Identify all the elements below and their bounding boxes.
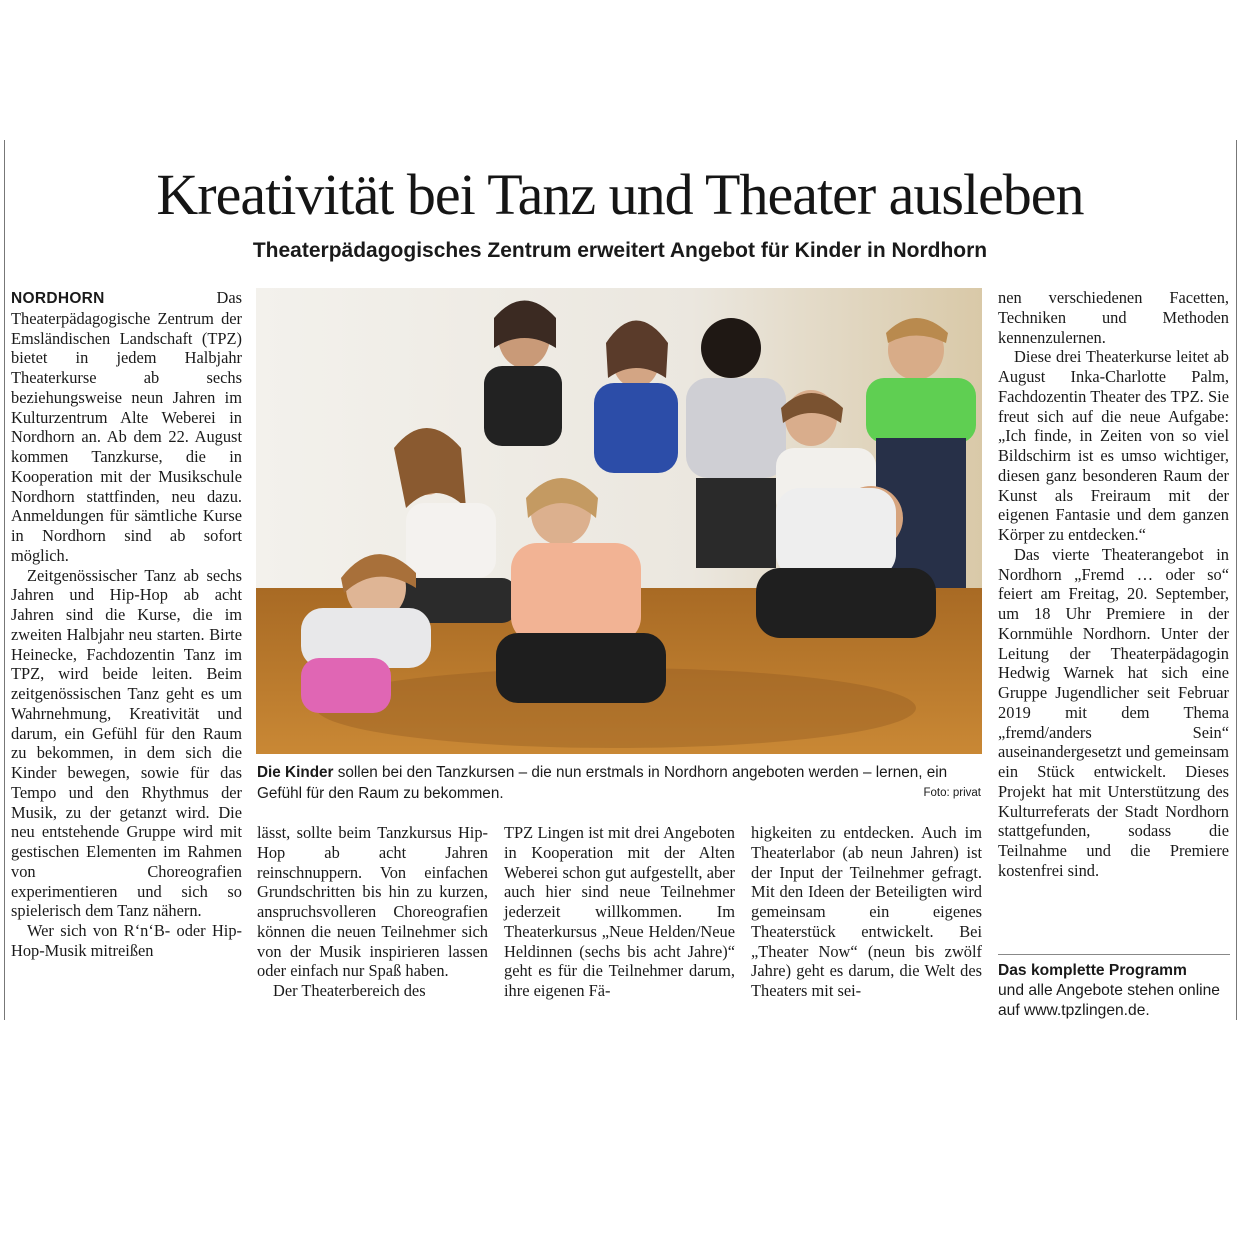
col5-paragraph-2: Diese drei Theaterkurse leitet ab August Inka-Charlotte Palm, Fachdozentin Theater des TPZ. Sie freut sich auf die neue Aufgabe: „Ich finde, in Zeiten von so viel Bildschirm ist es umso wichtiger, diesen ganz besonderen Raum der Kunst als Freiraum mit der eigenen Fantasie und dem ganzen Körper zu entdecken.“ — [998, 347, 1229, 544]
dance-class-photo-illustration — [256, 288, 982, 754]
article-column-2 — [257, 823, 488, 1001]
col4-paragraph-1: higkeiten zu entdecken. Auch im Theaterlabor (ab neun Jahren) ist der Input der Teilnehmer gefragt. Mit den Ideen der Beteiligten wird gemeinsam ein eigenes Theaterstück entwickelt. Bei „Theater Now“ (neun bis zwölf Jahre) geht es darum, die Welt des Theaters mit sei- — [751, 823, 982, 1000]
col5-paragraph-1: nen verschiedenen Facetten, Techniken und Methoden kennenzulernen. — [998, 288, 1229, 347]
caption-lead: Die Kinder — [257, 764, 334, 781]
col3-paragraph-1: TPZ Lingen ist mit drei Angeboten in Kooperation mit der Alten Weberei schon gut aufgestellt, aber auch hier sind neue Teilnehmer jederzeit willkommen. Im Theaterkursus „Neue Helden/Neue Heldinnen (sechs bis acht Jahre)“ geht es für die Teilnehmer darum, ihre eigenen Fä- — [504, 823, 735, 1000]
col1-paragraph-1: Das Theaterpädagogische Zentrum der Emsländischen Landschaft (TPZ) bietet in jedem Halbjahr Theaterkurse ab sechs beziehungsweise neun Jahren im Kulturzentrum Alte Weberei in Nordhorn an. Ab dem 22. August kommen Tanzkurse, die in Kooperation mit der Musikschule Nordhorn stattfinden, neu dazu. Anmeldungen für sämtliche Kurse in Nordhorn sind ab sofort möglich. — [11, 288, 242, 565]
col5-paragraph-3: Das vierte Theaterangebot in Nordhorn „Fremd … oder so“ feiert am Freitag, 20. September, um 18 Uhr Premiere in der Kornmühle Nordhorn. Unter der Leitung der Theaterpädagogin Hedwig Warnek hat sich eine Gruppe Jugendlicher seit Februar 2019 mit dem Thema „fremd/anders Sein“ auseinandergesetzt und gemeinsam ein Stück entwickelt. Dieses Projekt hat mit Unterstützung des Kulturreferats der Stadt Nordhorn stattgefunden, sodass die Teilnahme und die Premiere kostenfrei sind. — [998, 544, 1229, 880]
col1-paragraph-3: Wer sich von R‘n‘B- oder Hip-Hop-Musik mitreißen — [11, 921, 242, 960]
left-frame-rule — [4, 140, 5, 1020]
caption-text: sollen bei den Tanzkursen – die nun erstmals in Nordhorn angeboten werden – lernen, ein Gefühl für den Raum zu bekommen. — [257, 764, 948, 802]
col2-paragraph-1: lässt, sollte beim Tanzkursus Hip-Hop ab acht Jahren reinschnuppern. Von einfachen Grundschritten bis hin zu kurzen, anspruchsvolleren Choreografien können die neuen Teilnehmer sich von der Musik inspirieren lassen oder einfach nur Spaß haben. — [257, 823, 488, 981]
headline: Kreativität bei Tanz und Theater ausleben — [156, 162, 1084, 227]
dateline: NORDHORN — [11, 290, 105, 307]
infobox-rule — [998, 954, 1230, 955]
photo-caption — [257, 762, 981, 804]
infobox — [998, 961, 1230, 1020]
col1-paragraph-2: Zeitgenössischer Tanz ab sechs Jahren und Hip-Hop ab acht Jahren sind die Kurse, die im zweiten Halbjahr neu starten. Birte Heinecke, Fachdozentin Tanz im TPZ, wird beide leiten. Beim zeitgenössischen Tanz geht es um Wahrnehmung, Kreativität und darum, ein Gefühl für den Raum zu bekommen, in dem sich die Kinder bewegen, sowie für das Tempo und den Rhythmus der Musik, zu der getanzt wird. Die neu entstehende Gruppe wird mit gestischen Elementen im Rahmen von Choreografien experimentieren und sich so spielerisch dem Tanz nähern. — [11, 565, 242, 921]
subheadline: Theaterpädagogisches Zentrum erweitert Angebot für Kinder in Nordhorn — [252, 239, 988, 262]
child-figure — [594, 321, 678, 474]
infobox-text: und alle Angebote stehen online auf www.tpzlingen.de. — [998, 981, 1220, 1019]
article-column-5 — [998, 288, 1229, 881]
article-column-3 — [504, 823, 735, 1001]
article-column-1 — [11, 288, 242, 961]
article-photo — [256, 288, 982, 754]
infobox-heading: Das komplette Programm — [998, 962, 1187, 979]
child-figure — [484, 301, 562, 447]
right-frame-rule — [1236, 140, 1237, 1020]
article-column-4 — [751, 823, 982, 1001]
photo-credit: Foto: privat — [923, 787, 981, 799]
col2-paragraph-2: Der Theaterbereich des — [273, 981, 426, 1000]
